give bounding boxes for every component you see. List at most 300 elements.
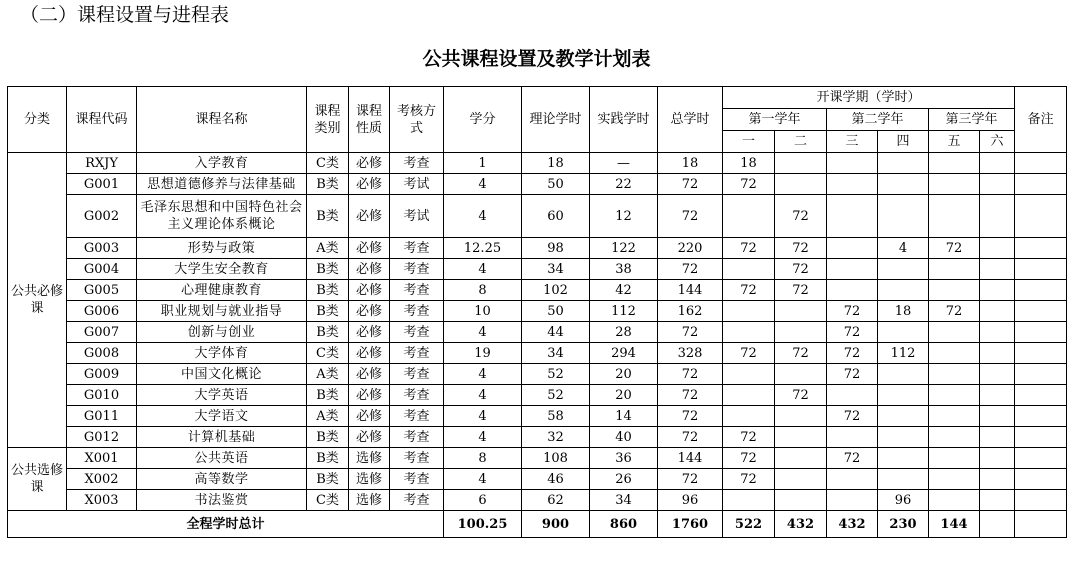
- term-6-hours: [980, 490, 1015, 511]
- term-2-hours: [775, 427, 827, 448]
- header-theory-hours: 理论学时: [522, 87, 590, 153]
- note-cell: [1015, 301, 1067, 322]
- course-assessment: 考查: [390, 469, 444, 490]
- course-theory-hours: 62: [522, 490, 590, 511]
- header-practice-hours: 实践学时: [590, 87, 658, 153]
- course-code: G009: [67, 364, 137, 385]
- course-nature: 必修: [349, 153, 390, 174]
- term-6-hours: [980, 469, 1015, 490]
- term-5-hours: [929, 174, 980, 195]
- term-2-hours: 72: [775, 259, 827, 280]
- course-credit: 4: [444, 427, 522, 448]
- course-code: G012: [67, 427, 137, 448]
- course-nature: 必修: [349, 343, 390, 364]
- course-type: A类: [307, 406, 349, 427]
- term-5-hours: [929, 385, 980, 406]
- course-type: C类: [307, 153, 349, 174]
- note-cell: [1015, 427, 1067, 448]
- course-practice-hours: 34: [590, 490, 658, 511]
- table-row: [8, 195, 1067, 238]
- course-practice-hours: 22: [590, 174, 658, 195]
- note-cell: [1015, 153, 1067, 174]
- course-assessment: 考查: [390, 427, 444, 448]
- table-row: [8, 364, 1067, 385]
- term-5-hours: 72: [929, 301, 980, 322]
- table-row: [8, 322, 1067, 343]
- course-practice-hours: 40: [590, 427, 658, 448]
- term-6-hours: [980, 322, 1015, 343]
- course-assessment: 考查: [390, 364, 444, 385]
- table-row: [8, 238, 1067, 259]
- course-assessment: 考查: [390, 322, 444, 343]
- course-code: X002: [67, 469, 137, 490]
- course-type: A类: [307, 238, 349, 259]
- course-nature: 选修: [349, 448, 390, 469]
- term-1-hours: [723, 490, 775, 511]
- course-practice-hours: 12: [590, 195, 658, 238]
- course-code: G005: [67, 280, 137, 301]
- term-4-hours: [878, 385, 929, 406]
- course-credit: 6: [444, 490, 522, 511]
- total-term-6: [980, 511, 1015, 538]
- course-code: X001: [67, 448, 137, 469]
- course-total-hours: 96: [658, 490, 723, 511]
- term-1-hours: 72: [723, 448, 775, 469]
- term-6-hours: [980, 195, 1015, 238]
- course-assessment: 考查: [390, 238, 444, 259]
- course-nature: 必修: [349, 406, 390, 427]
- term-4-hours: [878, 174, 929, 195]
- term-1-hours: [723, 406, 775, 427]
- course-practice-hours: 28: [590, 322, 658, 343]
- term-4-hours: 4: [878, 238, 929, 259]
- term-1-hours: 72: [723, 280, 775, 301]
- course-practice-hours: 20: [590, 364, 658, 385]
- course-theory-hours: 32: [522, 427, 590, 448]
- term-6-hours: [980, 259, 1015, 280]
- course-type: C类: [307, 343, 349, 364]
- course-total-hours: 72: [658, 195, 723, 238]
- course-credit: 4: [444, 259, 522, 280]
- term-5-hours: [929, 469, 980, 490]
- course-total-hours: 72: [658, 385, 723, 406]
- course-nature: 必修: [349, 195, 390, 238]
- term-1-hours: [723, 385, 775, 406]
- term-5-hours: [929, 280, 980, 301]
- term-3-hours: 72: [827, 406, 878, 427]
- header-credit: 学分: [444, 87, 522, 153]
- course-assessment: 考查: [390, 406, 444, 427]
- term-1-hours: 72: [723, 238, 775, 259]
- course-credit: 4: [444, 364, 522, 385]
- term-5-hours: 72: [929, 238, 980, 259]
- course-type: B类: [307, 322, 349, 343]
- course-assessment: 考试: [390, 174, 444, 195]
- header-term-4: 四: [878, 131, 929, 153]
- term-5-hours: [929, 427, 980, 448]
- course-theory-hours: 52: [522, 385, 590, 406]
- course-practice-hours: 294: [590, 343, 658, 364]
- course-theory-hours: 102: [522, 280, 590, 301]
- course-theory-hours: 50: [522, 301, 590, 322]
- course-total-hours: 220: [658, 238, 723, 259]
- course-code: G011: [67, 406, 137, 427]
- term-2-hours: [775, 322, 827, 343]
- course-theory-hours: 58: [522, 406, 590, 427]
- course-nature: 选修: [349, 469, 390, 490]
- course-type: B类: [307, 301, 349, 322]
- course-type: B类: [307, 174, 349, 195]
- term-3-hours: 72: [827, 364, 878, 385]
- term-3-hours: [827, 195, 878, 238]
- course-type: B类: [307, 385, 349, 406]
- course-credit: 8: [444, 280, 522, 301]
- term-1-hours: 72: [723, 469, 775, 490]
- course-total-hours: 144: [658, 448, 723, 469]
- term-1-hours: 72: [723, 343, 775, 364]
- course-code: G006: [67, 301, 137, 322]
- course-credit: 10: [444, 301, 522, 322]
- course-assessment: 考查: [390, 259, 444, 280]
- total-credit: 100.25: [444, 511, 522, 538]
- course-code: G007: [67, 322, 137, 343]
- header-year2: 第二学年: [827, 109, 929, 131]
- course-code: G010: [67, 385, 137, 406]
- course-practice-hours: —: [590, 153, 658, 174]
- term-4-hours: [878, 280, 929, 301]
- course-code: X003: [67, 490, 137, 511]
- course-assessment: 考查: [390, 301, 444, 322]
- term-5-hours: [929, 406, 980, 427]
- course-assessment: 考查: [390, 153, 444, 174]
- term-2-hours: 72: [775, 280, 827, 301]
- course-practice-hours: 42: [590, 280, 658, 301]
- course-name: 中国文化概论: [137, 364, 307, 385]
- course-code: G008: [67, 343, 137, 364]
- total-term-2: 432: [775, 511, 827, 538]
- note-cell: [1015, 238, 1067, 259]
- course-credit: 4: [444, 385, 522, 406]
- course-theory-hours: 34: [522, 259, 590, 280]
- term-1-hours: 18: [723, 153, 775, 174]
- note-cell: [1015, 343, 1067, 364]
- course-name: 计算机基础: [137, 427, 307, 448]
- term-5-hours: [929, 322, 980, 343]
- course-total-hours: 72: [658, 469, 723, 490]
- header-year1: 第一学年: [723, 109, 827, 131]
- total-term-1: 522: [723, 511, 775, 538]
- course-theory-hours: 46: [522, 469, 590, 490]
- term-4-hours: [878, 153, 929, 174]
- course-nature: 必修: [349, 427, 390, 448]
- term-3-hours: 72: [827, 301, 878, 322]
- table-row: [8, 427, 1067, 448]
- course-plan-table: [7, 86, 1067, 538]
- course-nature: 必修: [349, 385, 390, 406]
- term-1-hours: [723, 195, 775, 238]
- term-5-hours: [929, 364, 980, 385]
- term-4-hours: [878, 448, 929, 469]
- course-name: 大学生安全教育: [137, 259, 307, 280]
- note-cell: [1015, 322, 1067, 343]
- course-total-hours: 72: [658, 364, 723, 385]
- total-label: 全程学时总计: [8, 511, 444, 538]
- course-theory-hours: 98: [522, 238, 590, 259]
- header-year3: 第三学年: [929, 109, 1015, 131]
- course-name: 书法鉴赏: [137, 490, 307, 511]
- term-2-hours: 72: [775, 385, 827, 406]
- header-term-5: 五: [929, 131, 980, 153]
- course-total-hours: 18: [658, 153, 723, 174]
- term-4-hours: 96: [878, 490, 929, 511]
- header-nature: 课程性质: [349, 87, 390, 153]
- course-practice-hours: 20: [590, 385, 658, 406]
- course-credit: 8: [444, 448, 522, 469]
- course-assessment: 考查: [390, 490, 444, 511]
- course-type: B类: [307, 280, 349, 301]
- course-nature: 必修: [349, 301, 390, 322]
- table-row: [8, 406, 1067, 427]
- table-row: [8, 343, 1067, 364]
- course-assessment: 考试: [390, 195, 444, 238]
- header-term-2: 二: [775, 131, 827, 153]
- term-2-hours: 72: [775, 238, 827, 259]
- course-theory-hours: 52: [522, 364, 590, 385]
- course-name: 创新与创业: [137, 322, 307, 343]
- term-2-hours: [775, 364, 827, 385]
- course-theory-hours: 60: [522, 195, 590, 238]
- course-name: 公共英语: [137, 448, 307, 469]
- course-credit: 4: [444, 322, 522, 343]
- term-1-hours: 72: [723, 174, 775, 195]
- term-2-hours: 72: [775, 343, 827, 364]
- header-term-1: 一: [723, 131, 775, 153]
- total-row: [8, 511, 1067, 538]
- course-credit: 12.25: [444, 238, 522, 259]
- course-credit: 4: [444, 195, 522, 238]
- header-name: 课程名称: [137, 87, 307, 153]
- term-4-hours: [878, 469, 929, 490]
- term-3-hours: [827, 174, 878, 195]
- term-3-hours: [827, 427, 878, 448]
- term-1-hours: [723, 322, 775, 343]
- term-2-hours: [775, 174, 827, 195]
- course-type: B类: [307, 448, 349, 469]
- note-cell: [1015, 364, 1067, 385]
- course-nature: 必修: [349, 322, 390, 343]
- term-3-hours: 72: [827, 448, 878, 469]
- table-row: [8, 301, 1067, 322]
- term-4-hours: [878, 259, 929, 280]
- term-4-hours: [878, 195, 929, 238]
- term-5-hours: [929, 153, 980, 174]
- term-2-hours: [775, 406, 827, 427]
- total-term-3: 432: [827, 511, 878, 538]
- term-2-hours: [775, 153, 827, 174]
- total-term-4: 230: [878, 511, 929, 538]
- course-total-hours: 72: [658, 322, 723, 343]
- course-code: G003: [67, 238, 137, 259]
- term-6-hours: [980, 448, 1015, 469]
- course-name: 大学语文: [137, 406, 307, 427]
- note-cell: [1015, 195, 1067, 238]
- course-type: A类: [307, 364, 349, 385]
- course-credit: 1: [444, 153, 522, 174]
- course-code: RXJY: [67, 153, 137, 174]
- course-total-hours: 72: [658, 259, 723, 280]
- table-row: [8, 448, 1067, 469]
- total-term-5: 144: [929, 511, 980, 538]
- course-credit: 4: [444, 406, 522, 427]
- term-4-hours: [878, 364, 929, 385]
- header-schedule: 开课学期（学时）: [723, 87, 1015, 109]
- header-note: 备注: [1015, 87, 1067, 153]
- term-1-hours: [723, 259, 775, 280]
- course-practice-hours: 122: [590, 238, 658, 259]
- category-cell: 公共选修课: [8, 448, 67, 511]
- term-3-hours: [827, 490, 878, 511]
- course-name: 毛泽东思想和中国特色社会主义理论体系概论: [137, 195, 307, 238]
- course-nature: 必修: [349, 174, 390, 195]
- course-code: G002: [67, 195, 137, 238]
- total-practice-hours: 860: [590, 511, 658, 538]
- course-name: 高等数学: [137, 469, 307, 490]
- course-theory-hours: 18: [522, 153, 590, 174]
- table-title: 公共课程设置及教学计划表: [422, 48, 651, 70]
- course-name: 大学英语: [137, 385, 307, 406]
- course-total-hours: 144: [658, 280, 723, 301]
- course-practice-hours: 38: [590, 259, 658, 280]
- total-hours: 1760: [658, 511, 723, 538]
- course-assessment: 考查: [390, 448, 444, 469]
- table-row: [8, 174, 1067, 195]
- total-note: [1015, 511, 1067, 538]
- header-term-6: 六: [980, 131, 1015, 153]
- course-practice-hours: 112: [590, 301, 658, 322]
- term-1-hours: 72: [723, 427, 775, 448]
- course-practice-hours: 14: [590, 406, 658, 427]
- header-type: 课程类别: [307, 87, 349, 153]
- term-2-hours: [775, 490, 827, 511]
- header-code: 课程代码: [67, 87, 137, 153]
- course-name: 思想道德修养与法律基础: [137, 174, 307, 195]
- course-total-hours: 328: [658, 343, 723, 364]
- header-term-3: 三: [827, 131, 878, 153]
- note-cell: [1015, 448, 1067, 469]
- term-6-hours: [980, 301, 1015, 322]
- course-code: G004: [67, 259, 137, 280]
- term-4-hours: 112: [878, 343, 929, 364]
- course-type: B类: [307, 427, 349, 448]
- course-assessment: 考查: [390, 280, 444, 301]
- term-5-hours: [929, 259, 980, 280]
- course-total-hours: 72: [658, 406, 723, 427]
- term-4-hours: [878, 322, 929, 343]
- term-4-hours: [878, 406, 929, 427]
- term-6-hours: [980, 427, 1015, 448]
- course-assessment: 考查: [390, 385, 444, 406]
- course-code: G001: [67, 174, 137, 195]
- course-name: 大学体育: [137, 343, 307, 364]
- term-6-hours: [980, 406, 1015, 427]
- course-type: B类: [307, 259, 349, 280]
- course-assessment: 考查: [390, 343, 444, 364]
- course-type: B类: [307, 469, 349, 490]
- term-3-hours: [827, 238, 878, 259]
- term-6-hours: [980, 385, 1015, 406]
- term-6-hours: [980, 153, 1015, 174]
- term-2-hours: [775, 448, 827, 469]
- term-2-hours: [775, 469, 827, 490]
- term-5-hours: [929, 195, 980, 238]
- term-4-hours: 18: [878, 301, 929, 322]
- term-3-hours: [827, 153, 878, 174]
- term-5-hours: [929, 490, 980, 511]
- course-nature: 必修: [349, 238, 390, 259]
- table-row: [8, 385, 1067, 406]
- table-row: [8, 153, 1067, 174]
- note-cell: [1015, 469, 1067, 490]
- note-cell: [1015, 259, 1067, 280]
- table-row: [8, 490, 1067, 511]
- table-row: [8, 280, 1067, 301]
- term-5-hours: [929, 448, 980, 469]
- term-6-hours: [980, 343, 1015, 364]
- term-3-hours: [827, 259, 878, 280]
- term-2-hours: [775, 301, 827, 322]
- term-5-hours: [929, 343, 980, 364]
- course-credit: 4: [444, 469, 522, 490]
- course-theory-hours: 108: [522, 448, 590, 469]
- total-theory-hours: 900: [522, 511, 590, 538]
- course-theory-hours: 34: [522, 343, 590, 364]
- course-type: B类: [307, 195, 349, 238]
- note-cell: [1015, 174, 1067, 195]
- term-1-hours: [723, 364, 775, 385]
- course-credit: 4: [444, 174, 522, 195]
- course-nature: 必修: [349, 280, 390, 301]
- term-6-hours: [980, 280, 1015, 301]
- term-3-hours: [827, 385, 878, 406]
- course-practice-hours: 36: [590, 448, 658, 469]
- course-theory-hours: 44: [522, 322, 590, 343]
- term-1-hours: [723, 301, 775, 322]
- section-heading: （二）课程设置与进程表: [20, 4, 230, 26]
- term-3-hours: [827, 280, 878, 301]
- note-cell: [1015, 406, 1067, 427]
- header-assessment: 考核方式: [390, 87, 444, 153]
- note-cell: [1015, 280, 1067, 301]
- category-cell: 公共必修课: [8, 153, 67, 448]
- term-4-hours: [878, 427, 929, 448]
- term-3-hours: 72: [827, 343, 878, 364]
- course-nature: 必修: [349, 364, 390, 385]
- term-3-hours: [827, 469, 878, 490]
- course-total-hours: 72: [658, 427, 723, 448]
- course-name: 入学教育: [137, 153, 307, 174]
- header-category: 分类: [8, 87, 67, 153]
- term-6-hours: [980, 174, 1015, 195]
- course-total-hours: 72: [658, 174, 723, 195]
- course-name: 心理健康教育: [137, 280, 307, 301]
- course-theory-hours: 50: [522, 174, 590, 195]
- course-credit: 19: [444, 343, 522, 364]
- note-cell: [1015, 385, 1067, 406]
- table-row: [8, 259, 1067, 280]
- course-name: 形势与政策: [137, 238, 307, 259]
- course-total-hours: 162: [658, 301, 723, 322]
- header-total-hours: 总学时: [658, 87, 723, 153]
